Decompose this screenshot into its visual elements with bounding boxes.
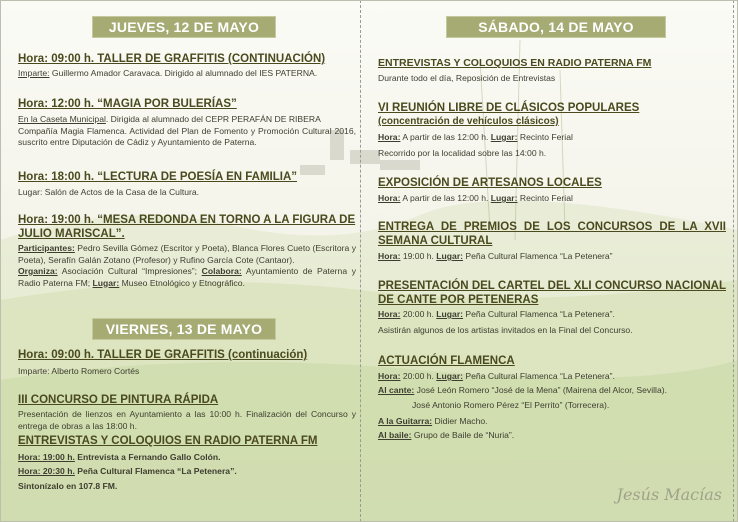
- event-radio-saturday: [378, 56, 726, 85]
- event-text: Pedro Sevilla Gómez (Escritor y Poeta), Blanca Flores Cueto (Escritora y Poeta), Serafín Galán Zotano (Profesor) y Rufino García Cote (Cantaor).: [18, 243, 356, 265]
- event-mesa-redonda: [18, 213, 356, 289]
- right-edge-divider: [733, 0, 734, 522]
- label: A la Guitarra:: [378, 415, 433, 426]
- event-text: Asistirán algunos de los artistas invitados en la Final del Concurso.: [378, 324, 633, 335]
- event-title: PRESENTACIÓN DEL CARTEL DEL XLI CONCURSO NACIONAL DE CANTE POR PETENERAS: [378, 280, 726, 306]
- event-text: 20:00 h.: [400, 309, 437, 319]
- label: Participantes:: [18, 243, 75, 253]
- event-title: Hora: 18:00 h. “LECTURA DE POESÍA EN FAMILIA”: [18, 171, 298, 183]
- day-header-thursday: JUEVES, 12 DE MAYO: [92, 16, 276, 38]
- event-title: ENTREGA DE PREMIOS DE LOS CONCURSOS DE LA XVII SEMANA CULTURAL: [378, 221, 726, 247]
- event-text: José Antonio Romero Pérez “El Perrito” (Torrecera).: [412, 400, 610, 410]
- event-text: Entrevista a Fernando Gallo Colón.: [74, 452, 221, 462]
- event-text: Guillermo Amador Caravaca. Dirigido al alumnado del IES PATERNA.: [49, 68, 318, 78]
- day-header-friday: VIERNES, 13 DE MAYO: [92, 318, 276, 340]
- label: Lugar:: [436, 371, 464, 381]
- event-text: Presentación de lienzos en Ayuntamiento a las 10:00 h. Finalización del Concurso y entrega de obras a las 18:00 h.: [18, 409, 356, 431]
- event-text: 20:00 h.: [400, 371, 437, 381]
- event-text: Lugar: Salón de Actos de la Casa de la Cultura.: [18, 187, 200, 197]
- column-divider: [360, 0, 361, 522]
- event-pintura: [18, 393, 356, 432]
- event-title: Hora: 09:00 h. TALLER DE GRAFFITIS (continuación): [18, 349, 308, 361]
- label: Al cante:: [378, 384, 415, 395]
- event-text: Museo Etnológico y Etnográfico.: [119, 277, 245, 288]
- event-text: Didier Macho.: [432, 415, 488, 426]
- event-text: Peña Cultural Flamenca “La Petenera”: [463, 251, 613, 261]
- event-artesanos: [378, 176, 726, 205]
- left-column: [12, 0, 360, 522]
- event-text: A partir de las 12:00 h.: [400, 193, 491, 203]
- event-clasicos: [378, 101, 726, 159]
- venue-link: En la Caseta Municipal: [18, 114, 106, 124]
- event-graffiti-friday: [18, 348, 356, 378]
- event-graffiti-thursday: [18, 52, 356, 80]
- event-cartel: [378, 279, 726, 336]
- label: Lugar:: [490, 193, 518, 203]
- event-text: Peña Cultural Flamenca “La Petenera”.: [463, 371, 615, 381]
- label: Colabora:: [201, 266, 242, 276]
- event-text: José León Romero “José de la Mena” (Mairena del Alcor, Sevilla).: [414, 384, 667, 395]
- event-text: Recinto Ferial: [517, 132, 573, 142]
- label: Hora:: [378, 309, 401, 319]
- label: Hora: 19:00 h.: [18, 452, 75, 462]
- event-lectura: [18, 170, 356, 199]
- event-text: A partir de las 12:00 h.: [400, 132, 491, 142]
- label: Imparte:: [18, 68, 50, 78]
- label: Lugar:: [490, 132, 518, 142]
- event-text: Compañía Magia Flamenca. Actividad del Plan de Fomento y Promoción Cultural 2016, suscrito entre Diputación de Cádiz y Ayuntamiento de Paterna.: [18, 125, 356, 147]
- event-text: Grupo de Baile de “Nuria”.: [411, 430, 515, 440]
- label: Lugar:: [92, 277, 120, 288]
- event-title: ACTUACIÓN FLAMENCA: [378, 355, 515, 367]
- event-text: Durante todo el día, Reposición de Entrevistas: [378, 73, 556, 83]
- event-title: Hora: 09:00 h. TALLER DE GRAFFITIS (CONTINUACIÓN): [18, 53, 326, 65]
- event-text: Peña Cultural Flamenca “La Petenera”.: [74, 465, 237, 476]
- event-radio-friday: [18, 434, 356, 493]
- label: Lugar:: [436, 309, 464, 319]
- event-subtitle: (concentración de vehículos clásicos): [378, 116, 559, 127]
- event-text: Recinto Ferial: [517, 193, 573, 203]
- artist-signature: Jesús Macías: [616, 485, 722, 504]
- event-text: Peña Cultural Flamenca “La Petenera”.: [463, 309, 615, 319]
- label: Hora:: [378, 193, 401, 203]
- event-text: Recorrido por la localidad sobre las 14:00 h.: [378, 147, 547, 158]
- label: Hora:: [378, 251, 401, 261]
- label: Lugar:: [436, 251, 464, 261]
- event-title: EXPOSICIÓN DE ARTESANOS LOCALES: [378, 177, 602, 189]
- event-magia: [18, 97, 356, 149]
- event-text: 19:00 h.: [400, 251, 437, 261]
- day-header-saturday: SÁBADO, 14 DE MAYO: [446, 16, 666, 38]
- event-text: Sintonízalo en 107.8 FM.: [18, 481, 118, 491]
- event-title: III CONCURSO DE PINTURA RÁPIDA: [18, 394, 219, 406]
- event-title: Hora: 19:00 h. “MESA REDONDA EN TORNO A LA FIGURA DE JULIO MARISCAL”.: [18, 214, 356, 240]
- label: Hora:: [378, 132, 401, 142]
- event-title: ENTREVISTAS Y COLOQUIOS EN RADIO PATERNA FM: [18, 435, 318, 447]
- event-text: Imparte: Alberto Romero Cortés: [18, 366, 140, 376]
- label: Hora:: [378, 371, 401, 381]
- event-actuacion: [378, 354, 726, 442]
- right-column: [372, 0, 730, 522]
- event-title: ENTREVISTAS Y COLOQUIOS EN RADIO PATERNA FM: [378, 57, 652, 69]
- label: Al baile:: [378, 430, 412, 440]
- event-text: . Dirigida al alumnado del CEPR PERAFÁN DE RIBERA: [105, 114, 321, 124]
- event-text: Ayuntamiento de Paterna y Radio Paterna FM;: [18, 266, 356, 288]
- event-title: VI REUNIÓN LIBRE DE CLÁSICOS POPULARES: [378, 102, 640, 114]
- event-premios: [378, 220, 726, 263]
- label: Organiza:: [18, 266, 58, 276]
- event-title: Hora: 12:00 h. “MAGIA POR BULERÍAS”: [18, 98, 237, 110]
- label: Hora: 20:30 h.: [18, 465, 75, 476]
- event-text: Asociación Cultural “Impresiones”;: [57, 266, 202, 276]
